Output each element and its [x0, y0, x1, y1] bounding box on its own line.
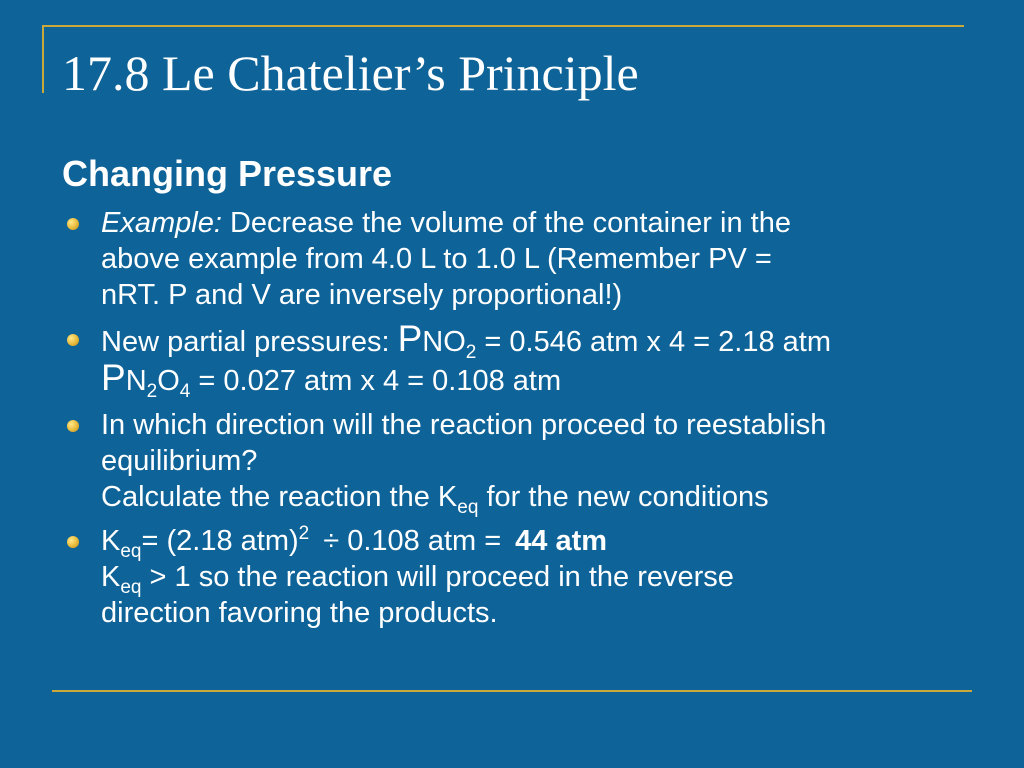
bullet-partial-pressures	[60, 318, 980, 402]
bullet-keq-calculation	[60, 523, 980, 631]
bullet-dot-icon	[67, 334, 79, 346]
bullet-list	[60, 205, 980, 639]
bullet-dot-icon	[67, 536, 79, 548]
frame-top-line	[42, 25, 964, 27]
bullet-dot-icon	[67, 218, 79, 230]
example-line-1: Example: Decrease the volume of the container in the	[101, 207, 791, 239]
keq-result: 44 atm	[515, 525, 608, 557]
bullet-direction-question	[60, 407, 980, 518]
keq-line-3: direction favoring the products.	[101, 597, 498, 629]
keq-line-2: $K_{eq} > 1$ so the reaction will proceed in the reverse	[101, 561, 734, 598]
example-line-2: above example from 4.0 L to 1.0 L (Remember PV =	[101, 243, 772, 275]
pressure-line-no2: New partial pressures: $PNO_2 = 0.546$ atm x 4 = 2.18 atm	[101, 318, 831, 363]
pressure-line-n2o4: $PN_2O_4 = 0.027$ atm x 4 = 0.108 atm	[101, 357, 562, 402]
keq-line-1: $K_{eq}= (2.18$ atm)$^2$ ÷ 0.108 atm = 44 atm	[101, 523, 608, 562]
bullet-dot-icon	[67, 420, 79, 432]
question-line-1: In which direction will the reaction proceed to reestablish	[101, 409, 827, 441]
slide-title: 17.8 Le Chatelier’s Principle	[62, 45, 639, 101]
question-line-2: equilibrium?	[101, 445, 258, 477]
question-line-3: Calculate the reaction the $K_{eq}$ for the new conditions	[101, 481, 769, 518]
bullet-example	[60, 205, 980, 313]
frame-left-line	[42, 25, 44, 93]
example-line-3: nRT. P and V are inversely proportional!)	[101, 279, 623, 311]
example-label: Example:	[101, 207, 222, 239]
frame-bottom-line	[52, 690, 972, 692]
section-heading: Changing Pressure	[62, 153, 393, 194]
